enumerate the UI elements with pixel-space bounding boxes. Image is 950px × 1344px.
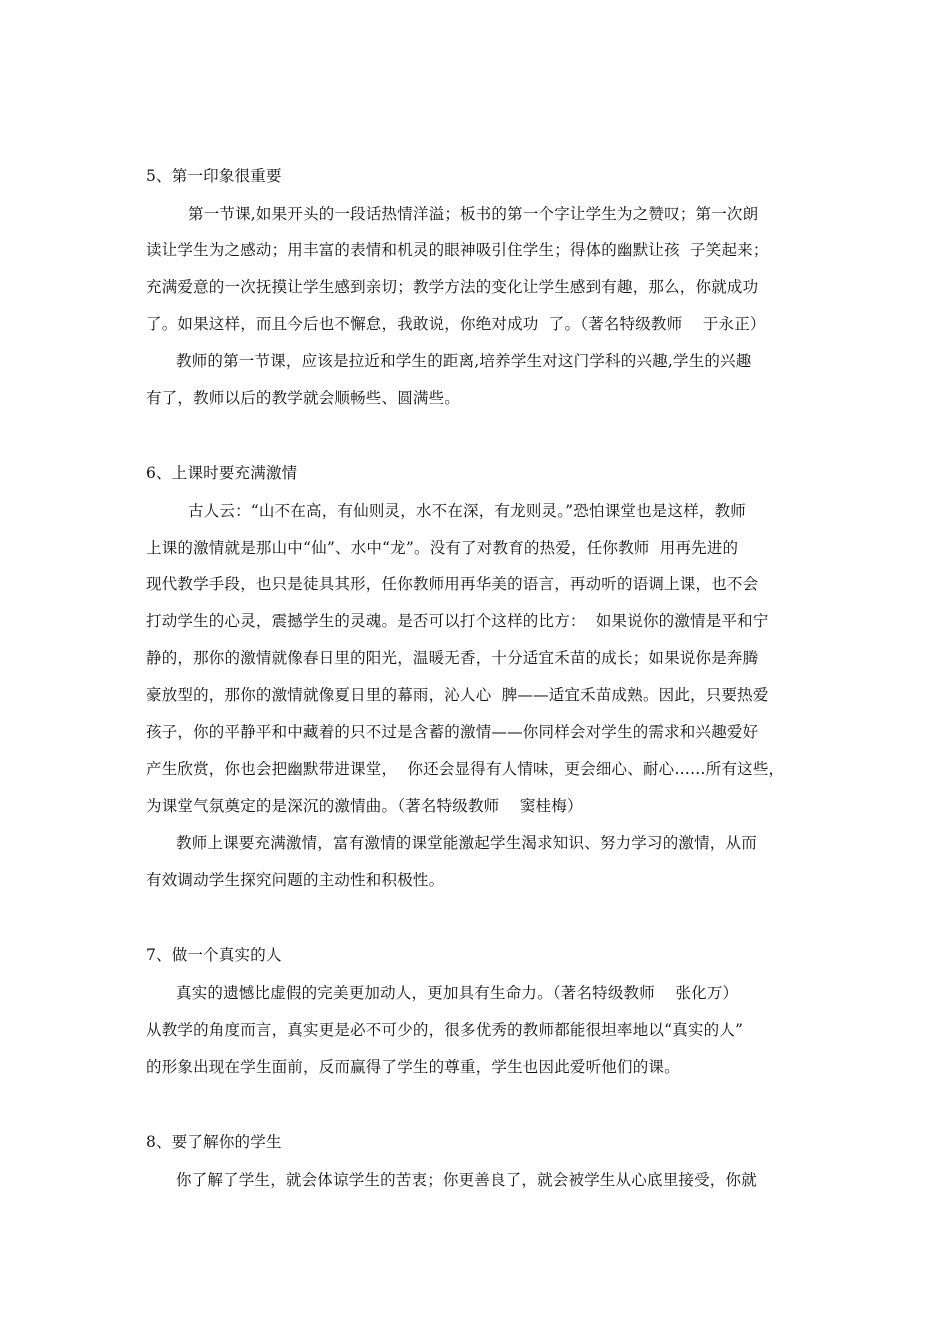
paragraph-line: 充满爱意的一次抚摸让学生感到亲切；教学方法的变化让学生感到有趣，那么，你就成功	[146, 278, 759, 296]
paragraph-line: 你了解了学生，就会体谅学生的苦衷；你更善良了，就会被学生从心底里接受，你就	[176, 1171, 757, 1189]
paragraph-line: 的形象出现在学生面前，反而赢得了学生的尊重，学生也因此爱听他们的课。	[146, 1058, 680, 1076]
paragraph-line: 现代教学手段，也只是徒具其形，任你教师用再华美的语言，再动听的语调上课，也不会	[146, 575, 759, 593]
paragraph-line: 产生欣赏，你也会把幽默带进课堂， 你还会显得有人情味，更会细心、耐心……所有这些，	[146, 760, 785, 778]
paragraph-line: 教师上课要充满激情，富有激情的课堂能激起学生渴求知识、努力学习的激情，从而	[176, 834, 757, 852]
section-heading: 5、第一印象很重要	[146, 167, 282, 185]
paragraph-line: 上课的激情就是那山中“仙”、水中“龙”。没有了对教育的热爱，任你教师 用再先进的	[146, 539, 739, 557]
paragraph-line: 孩子，你的平静平和中藏着的只不过是含蓄的激情——你同样会对学生的需求和兴趣爱好	[146, 723, 759, 741]
paragraph-line: 豪放型的，那你的激情就像夏日里的幕雨，沁人心 脾——适宜禾苗成熟。因此，只要热爱	[146, 686, 769, 704]
paragraph-line: 静的，那你的激情就像春日里的阳光，温暖无香，十分适宜禾苗的成长；如果说你是奔腾	[146, 649, 759, 667]
paragraph-line: 第一节课,如果开头的一段话热情洋溢；板书的第一个字让学生为之赞叹；第一次朗	[188, 205, 759, 223]
paragraph-line: 古人云：“山不在高，有仙则灵，水不在深，有龙则灵。”恐怕课堂也是这样，教师	[188, 502, 747, 520]
paragraph-line: 教师的第一节课，应该是拉近和学生的距离,培养学生对这门学科的兴趣,学生的兴趣	[176, 352, 752, 370]
paragraph-line: 有效调动学生探究问题的主动性和积极性。	[146, 871, 445, 889]
paragraph-line: 了。如果这样，而且今后也不懈怠，我敢说，你绝对成功 了。（著名特级教师 于永正）	[146, 315, 766, 333]
paragraph-line: 为课堂气氛奠定的是深沉的激情曲。（著名特级教师 窦桂梅）	[146, 797, 583, 815]
paragraph-line: 有了，教师以后的教学就会顺畅些、圆满些。	[146, 389, 461, 407]
section-heading: 8、要了解你的学生	[146, 1133, 282, 1151]
paragraph-line: 读让学生为之感动；用丰富的表情和机灵的眼神吸引住学生；得体的幽默让孩 子笑起来；	[146, 241, 769, 259]
paragraph-line: 从教学的角度而言，真实更是必不可少的，很多优秀的教师都能很坦率地以“真实的人”	[146, 1021, 744, 1039]
paragraph-line: 打动学生的心灵，震撼学生的灵魂。是否可以打个这样的比方： 如果说你的激情是平和宁	[146, 612, 769, 630]
section-heading: 6、上课时要充满激情	[146, 464, 298, 482]
paragraph-line: 真实的遗憾比虚假的完美更加动人，更加具有生命力。（著名特级教师 张化万）	[176, 984, 739, 1002]
section-heading: 7、做一个真实的人	[146, 946, 282, 964]
